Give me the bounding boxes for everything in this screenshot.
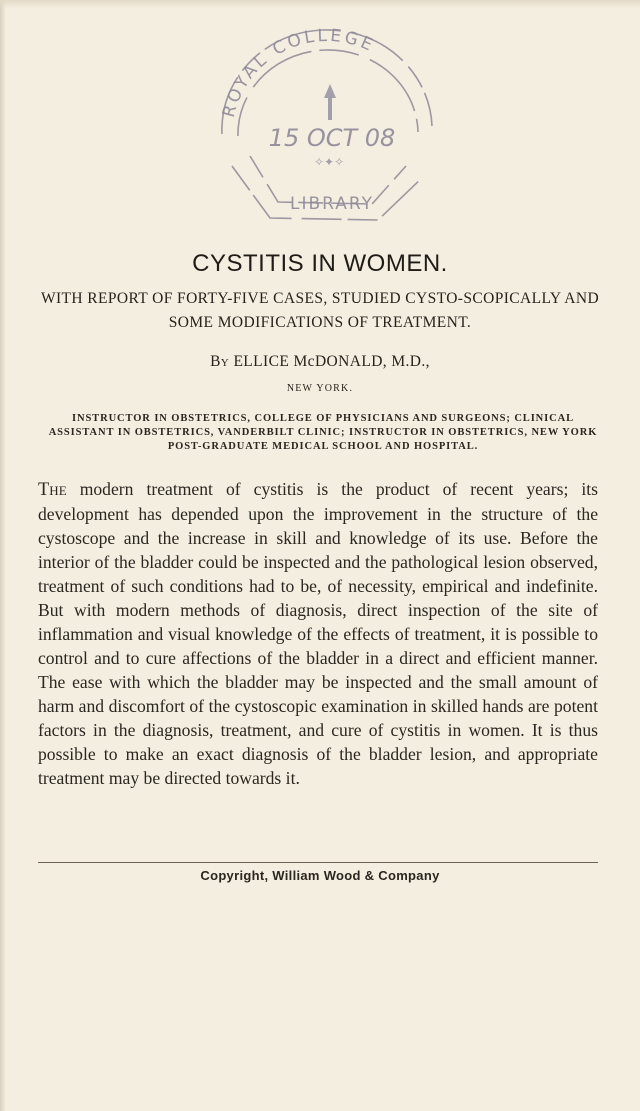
stamp-top-text: ROYAL COLLEGE [218, 25, 379, 120]
stamp-date: 15 OCT 08 [268, 124, 396, 152]
author-credentials: INSTRUCTOR IN OBSTETRICS, COLLEGE OF PHYSICIANS AND SURGEONS; CLINICAL ASSISTANT IN OBSTETRICS, VANDERBILT CLINIC; INSTRUCTOR IN OBSTETRICS, NEW YORK POST-GRADUATE MEDICAL SCHOOL AND HOSPITAL. [48, 413, 598, 452]
stamp-bottom-text: LIBRARY [289, 194, 375, 214]
article-title: CYSTITIS IN WOMEN. [192, 250, 448, 277]
author-byline [0, 353, 640, 371]
page-edge-shadow [0, 0, 6, 1111]
library-stamp [192, 6, 462, 236]
body-paragraph: modern treatment of cystitis is the product of recent years; its development has depended upon the improvement in the structure of the cystoscope and the increase in skill and knowledge of its use. Before the interior of the bladder could be inspected and the pathological lesion observed, treatment of such conditions had to be, of necessity, empirical and indefinite. But with modern methods of diagnosis, direct inspection of the site of inflammation and visual knowledge of the effects of treatment, it is possible to control and to cure affections of the bladder in a direct and efficient manner. The ease with which the bladder may be inspected and the small amount of harm and discomfort of the cystoscopic examination in skilled hands are potent factors in the diagnosis, treatment, and cure of cystitis in women. It is thus possible to make an exact diagnosis of the bladder lesion, and appropriate treatment may be directed towards it. [38, 479, 598, 788]
article-subtitle: WITH REPORT OF FORTY-FIVE CASES, STUDIED CYSTO-SCOPICALLY AND SOME MODIFICATIONS OF TREATMENT. [40, 290, 600, 331]
copyright-notice: Copyright, William Wood & Company [200, 868, 440, 883]
author-location: NEW YORK. [286, 383, 354, 394]
article-body [38, 477, 598, 790]
byline-prefix: By [210, 353, 230, 370]
footer-rule [38, 862, 598, 863]
body-lead-word: The [38, 480, 67, 500]
svg-text:✧✦✧: ✧✦✧ [314, 155, 345, 169]
author-name: ELLICE McDONALD, M.D., [233, 353, 430, 370]
